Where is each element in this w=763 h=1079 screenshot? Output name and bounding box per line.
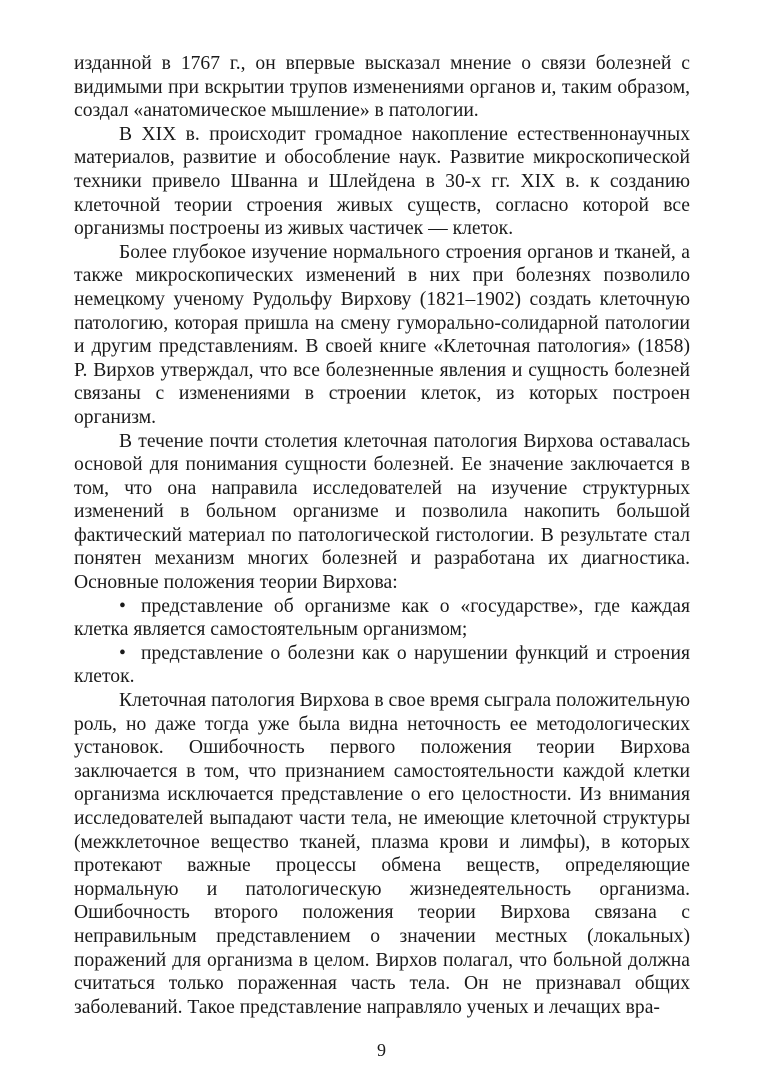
page-text <box>74 52 690 1019</box>
bullet-icon: • <box>119 595 126 617</box>
bullet-item <box>74 642 690 689</box>
paragraph-virchow: Более глубокое изучение нормального строения органов и тканей, а также микроскопических изменений в них при болезнях позволило немецкому ученому Рудольфу Вирхову (1821–1902) создать клеточную патологию, которая пришла на смену гуморально-солидарной патологии и другим представлениям. В своей книге «Клеточная патология» (1858) Р. Вирхов утверждал, что все болезненные явления и сущность болезней связаны с изменениями в строении клеток, из которых построен организм. <box>74 241 690 428</box>
paragraph-critique: Клеточная патология Вирхова в свое время сыграла положительную роль, но даже тогда уже была видна неточность ее методологических установок. Ошибочность первого положения теории Вирхова заключается в том, что признанием самостоятельности каждой клетки организма исключается представление о его целостности. Из внимания исследователей выпадают части тела, не имеющие клеточной структуры (межклеточное вещество тканей, плазма крови и лимфы), в которых протекают важные процессы обмена веществ, определяющие нормальную и патологическую жизнедеятельность организма. Ошибочность второго положения теории Вирхова связана с неправильным представлением о значении местных (локальных) поражений для организма в целом. Вирхов полагал, что больной должна считаться только пораженная часть тела. Он не признавал общих заболеваний. Такое представление направляло ученых и лечащих вра- <box>74 690 691 1018</box>
page-number: 9 <box>377 1040 386 1060</box>
paragraph-continuation: изданной в 1767 г., он впервые высказал мнение о связи болезней с видимыми при вскрытии трупов изменениями органов и, таким образом, создал «анатомическое мышление» в патологии. <box>74 53 690 122</box>
paragraph-cell-theory: В XIX в. происходит громадное накопление естественнонаучных материалов, развитие и обособление наук. Развитие микроскопической техники привело Шванна и Шлейдена в 30-х гг. XIX в. к созданию клеточной теории строения живых существ, согласно которой все организмы построены из живых частичек — клеток. <box>74 123 690 240</box>
bullet-text: представление об организме как о «государстве», где каждая клетка является самостоятельным организмом; <box>74 595 690 641</box>
bullet-text: представление о болезни как о нарушении функций и строения клеток. <box>74 642 690 688</box>
paragraph-cellular-pathology: В течение почти столетия клеточная патология Вирхова оставалась основой для понимания сущности болезней. Ее значение заключается в том, что она направила исследователей на изучение структурных изменений в больном организме и позволила накопить большой фактический материал по патологической гистологии. В результате стал понятен механизм многих болезней и разработана их диагностика. Основные положения теории Вирхова: <box>74 430 690 594</box>
bullet-icon: • <box>119 642 126 664</box>
bullet-item <box>74 595 690 642</box>
